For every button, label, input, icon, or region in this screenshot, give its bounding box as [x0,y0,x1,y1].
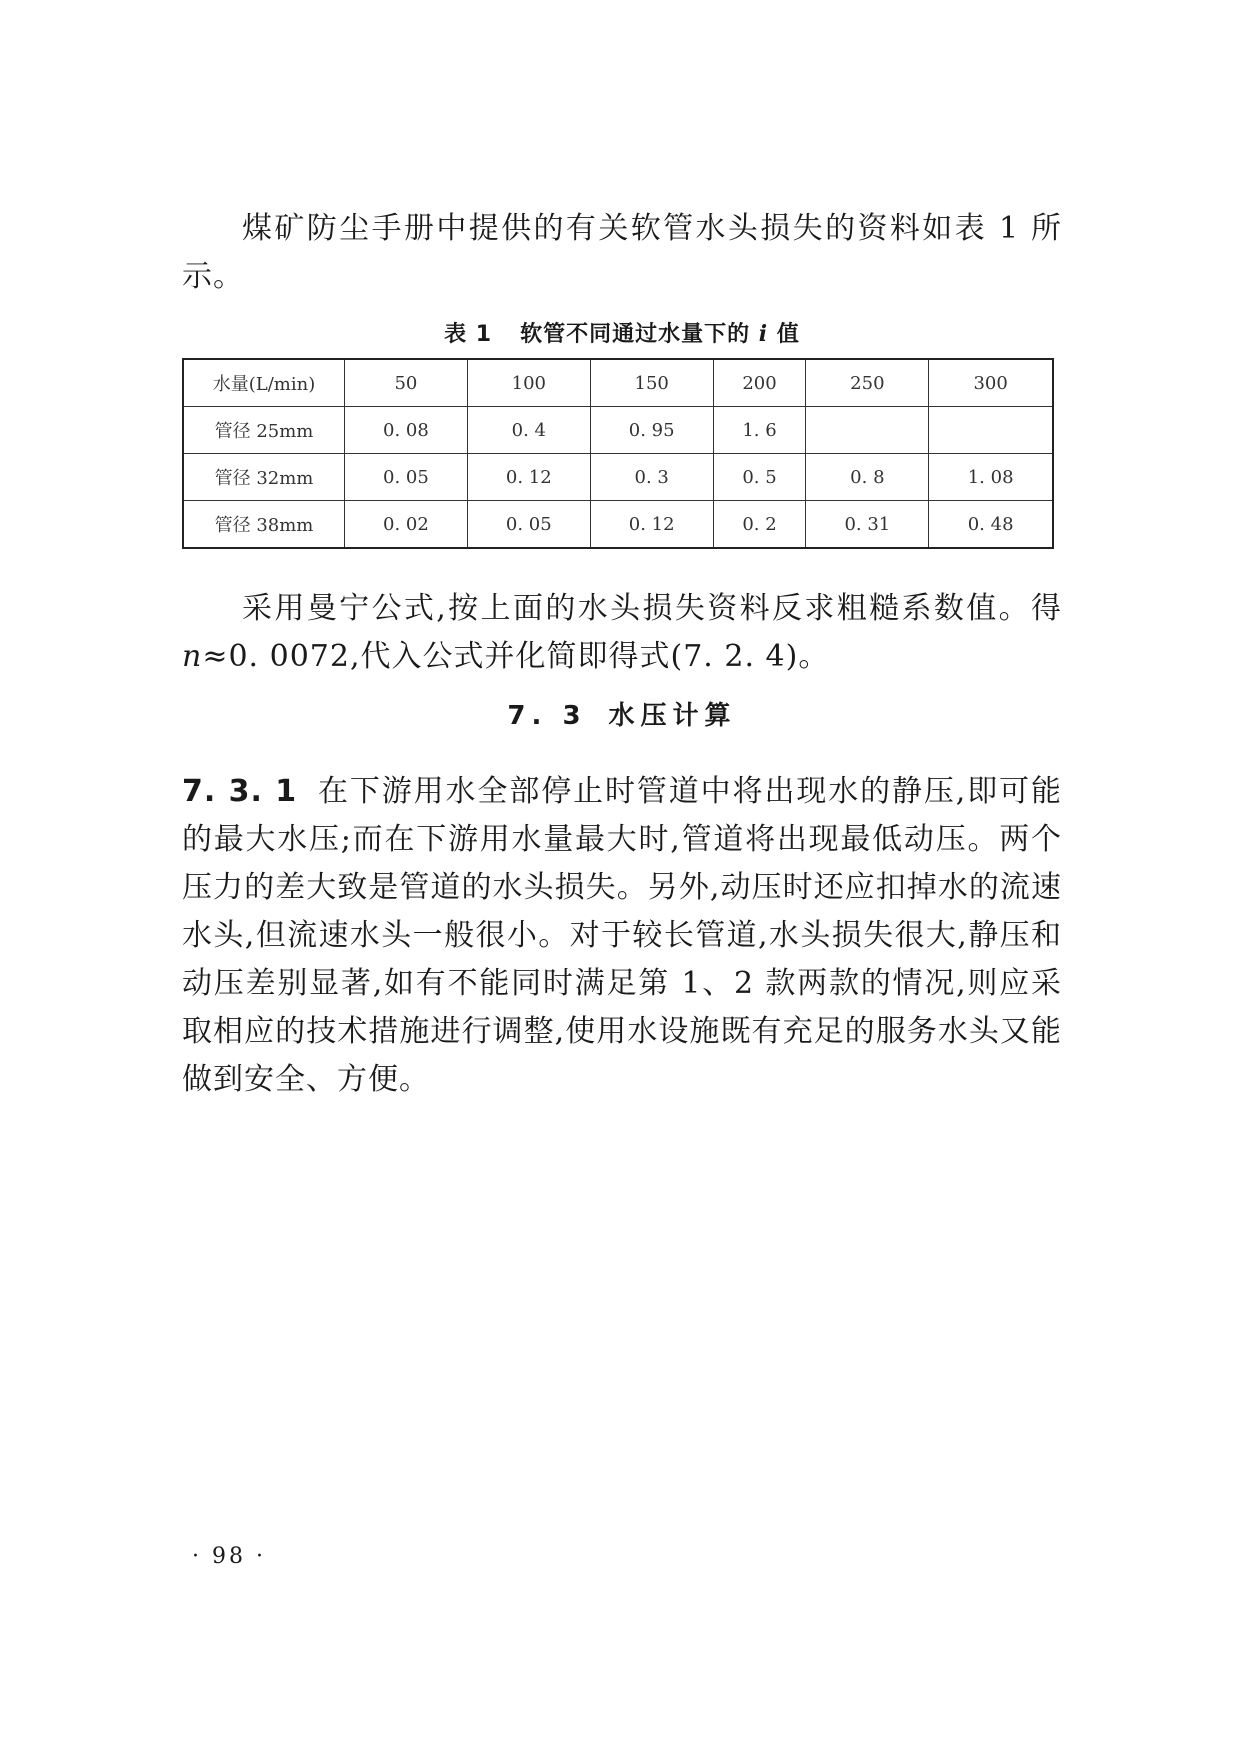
table-cell: 100 [467,359,590,407]
table-cell: 0. 2 [713,501,806,549]
section-heading [182,695,1062,732]
table-cell: 管径 38mm [183,501,345,549]
table-cell: 0. 3 [590,454,713,501]
table-cell: 150 [590,359,713,407]
table-cell: 管径 25mm [183,407,345,454]
table-cell: 0. 95 [590,407,713,454]
table-cell: 200 [713,359,806,407]
table-cell: 0. 02 [345,501,468,549]
table-cell: 1. 6 [713,407,806,454]
table-row [183,407,1053,454]
clause-paragraph [182,768,1062,1104]
table-cell: 300 [929,359,1053,407]
table-cell: 0. 12 [467,454,590,501]
table-cell: 250 [806,359,929,407]
table-cell: 水量(L/min) [183,359,345,407]
intro-paragraph: 煤矿防尘手册中提供的有关软管水头损失的资料如表 1 所示。 [182,211,1062,294]
table-cell: 0. 8 [806,454,929,501]
manning-lead-text: 采用曼宁公式,按上面的水头损失资料反求粗糙系数值。得 [242,591,1062,626]
manning-paragraph [182,585,1062,681]
table-cell: 0. 4 [467,407,590,454]
roughness-variable: n [182,639,203,674]
section-title-text: 水压计算 [608,701,737,731]
table-cell: 0. 12 [590,501,713,549]
table-caption-text: 软管不同通过水量下的 [520,322,751,347]
table-cell [806,407,929,454]
table-header-row [183,359,1053,407]
table-cell: 0. 05 [345,454,468,501]
section-number: 7. 3 [507,701,587,731]
hose-loss-table [182,358,1054,549]
table-cell: 0. 08 [345,407,468,454]
table-cell: 50 [345,359,468,407]
table-row [183,501,1053,549]
table-cell: 管径 32mm [183,454,345,501]
table-caption-variable: i [758,321,769,347]
manning-result-text: ≈0. 0072,代入公式并化简即得式(7. 2. 4)。 [202,639,830,674]
table-caption [182,317,1062,348]
table-row [183,454,1053,501]
table-cell: 0. 05 [467,501,590,549]
clause-number: 7. 3. 1 [182,774,298,809]
table-cell [929,407,1053,454]
table-caption-number: 表 1 [444,322,493,347]
clause-text: 在下游用水全部停止时管道中将出现水的静压,即可能的最大水压;而在下游用水量最大时,管道将出现最低动压。两个压力的差大致是管道的水头损失。另外,动压时还应扣掉水的流速水头,但流速水头一般很小。对于较长管道,水头损失很大,静压和动压差别显著,如有不能同时满足第 1、2 款两款的情况,则应采取相应的技术措施进行调整,使用水设施既有充足的服务水头又能做到安全、方便。 [182,774,1062,1097]
page-number: · 98 · [192,1544,266,1569]
table-cell: 0. 48 [929,501,1053,549]
table-cell: 0. 5 [713,454,806,501]
table-caption-tail: 值 [776,322,800,347]
table-cell: 1. 08 [929,454,1053,501]
table-cell: 0. 31 [806,501,929,549]
